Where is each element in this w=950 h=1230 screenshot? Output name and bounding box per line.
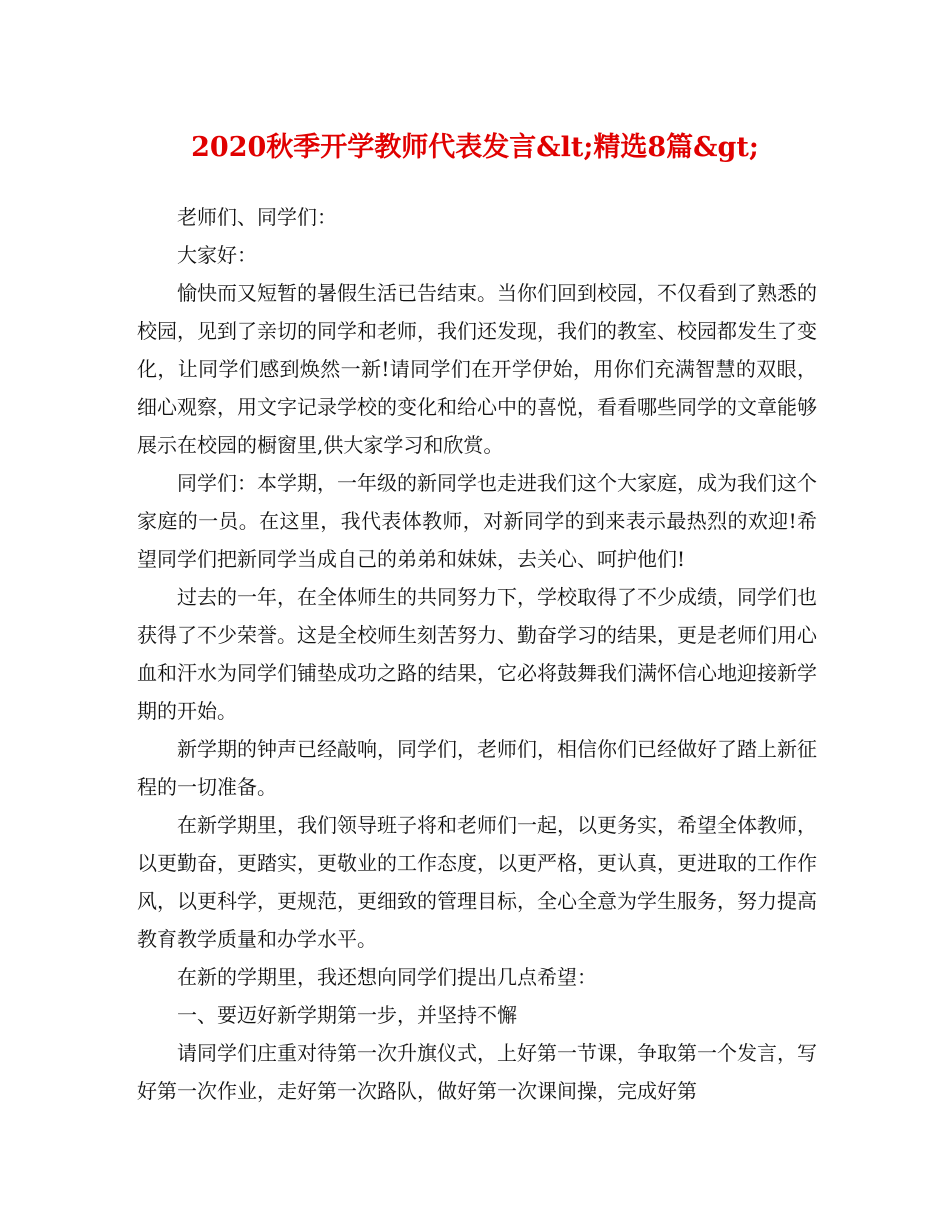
- document-title: 2020秋季开学教师代表发言&lt;精选8篇&gt;: [191, 132, 759, 163]
- paragraph: 新学期的钟声已经敲响，同学们，老师们，相信你们已经做好了踏上新征程的一切准备。: [137, 737, 817, 799]
- paragraph: 请同学们庄重对待第一次升旗仪式，上好第一节课，争取第一个发言，写好第一次作业，走好第一次路队，做好第一次课间操，完成好第: [137, 1041, 817, 1103]
- document-body: [137, 198, 817, 1110]
- section-heading: 一、要迈好新学期第一步，并坚持不懈: [177, 1003, 517, 1027]
- paragraph: 在新学期里，我们领导班子将和老师们一起，以更务实，希望全体教师，以更勤奋，更踏实，更敬业的工作态度，以更严格，更认真，更进取的工作作风，以更科学，更规范，更细致的管理目标，全心全意为学生服务，努力提高教育教学质量和办学水平。: [137, 813, 817, 951]
- paragraph-greeting: 老师们、同学们：: [177, 205, 337, 229]
- paragraph: 同学们：本学期，一年级的新同学也走进我们这个大家庭，成为我们这个家庭的一员。在这里，我代表体教师，对新同学的到来表示最热烈的欢迎!希望同学们把新同学当成自己的弟弟和妹妹，去关心、呵护他们!: [137, 471, 817, 571]
- paragraph: 过去的一年，在全体师生的共同努力下，学校取得了不少成绩，同学们也获得了不少荣誉。这是全校师生刻苦努力、勤奋学习的结果，更是老师们用心血和汗水为同学们铺垫成功之路的结果，它必将鼓舞我们满怀信心地迎接新学期的开始。: [137, 585, 817, 723]
- paragraph: 愉快而又短暂的暑假生活已告结束。当你们回到校园，不仅看到了熟悉的校园，见到了亲切的同学和老师，我们还发现，我们的教室、校园都发生了变化，让同学们感到焕然一新!请同学们在开学伊始，用你们充满智慧的双眼，细心观察，用文字记录学校的变化和给心中的喜悦，看看哪些同学的文章能够展示在校园的橱窗里,供大家学习和欣赏。: [137, 281, 817, 457]
- paragraph: 在新的学期里，我还想向同学们提出几点希望：: [177, 965, 597, 989]
- paragraph-hello: 大家好：: [177, 243, 257, 267]
